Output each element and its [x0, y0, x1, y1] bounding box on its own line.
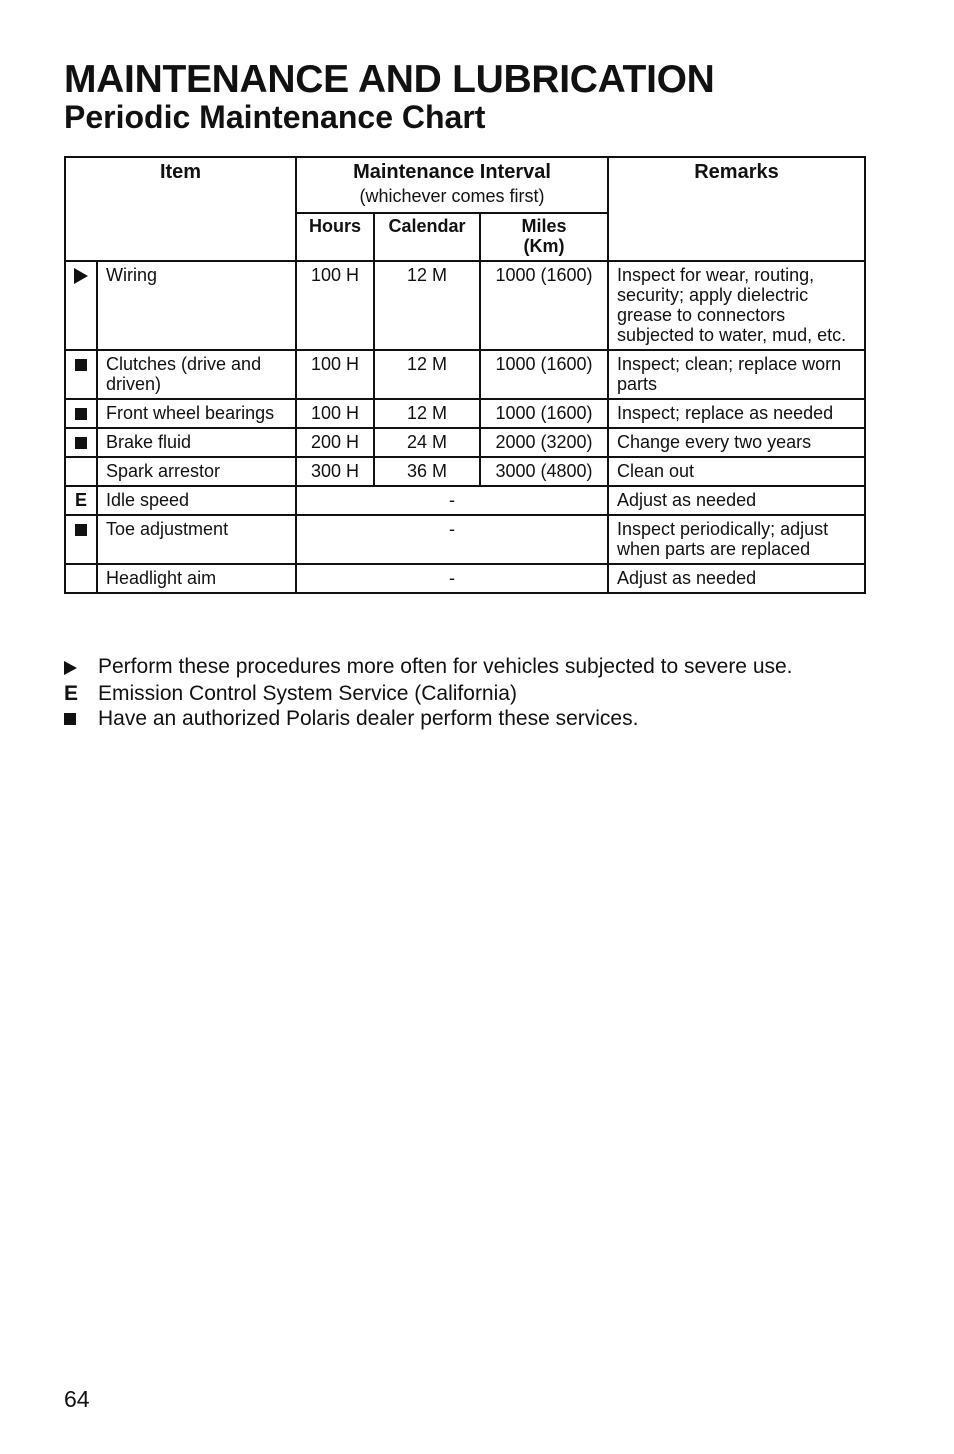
row-miles: 1000 (1600) [480, 350, 608, 399]
row-symbol [65, 261, 97, 350]
header-interval-label: Maintenance Interval [353, 161, 551, 183]
row-remarks: Change every two years [608, 428, 865, 457]
page-subtitle: Periodic Maintenance Chart [64, 99, 486, 135]
row-miles: 3000 (4800) [480, 457, 608, 486]
row-miles: 2000 (3200) [480, 428, 608, 457]
row-item: Brake fluid [97, 428, 296, 457]
square-icon [75, 524, 87, 536]
row-interval: - [296, 515, 608, 564]
legend-triangle-text: Perform these procedures more often for vehicles subjected to severe use. [98, 655, 793, 678]
row-remarks: Clean out [608, 457, 865, 486]
row-calendar: 24 M [374, 428, 480, 457]
row-miles: 1000 (1600) [480, 261, 608, 350]
header-miles-unit: (Km) [523, 236, 565, 256]
table-row [65, 515, 865, 564]
legend-e-text: Emission Control System Service (California) [98, 682, 517, 705]
row-calendar: 36 M [374, 457, 480, 486]
row-symbol [65, 350, 97, 399]
square-icon [75, 437, 87, 449]
header-miles [480, 213, 608, 261]
table-row [65, 399, 865, 428]
row-item: Idle speed [97, 486, 296, 515]
row-remarks: Inspect for wear, routing, security; apply dielectric grease to connectors subjected to water, mud, etc. [608, 261, 865, 350]
row-miles: 1000 (1600) [480, 399, 608, 428]
square-icon [75, 408, 87, 420]
row-remarks: Adjust as needed [608, 486, 865, 515]
header-hours: Hours [296, 213, 374, 261]
triangle-icon [64, 661, 77, 675]
row-symbol: E [65, 486, 97, 515]
square-icon [75, 359, 87, 371]
row-symbol [65, 399, 97, 428]
table-row [65, 350, 865, 399]
header-interval-note: (whichever comes first) [359, 186, 545, 206]
square-icon [64, 713, 76, 725]
table-row [65, 261, 865, 350]
row-item: Clutches (drive and driven) [97, 350, 296, 399]
row-item: Wiring [97, 261, 296, 350]
legend-square-text: Have an authorized Polaris dealer perform these services. [98, 707, 639, 730]
row-symbol [65, 515, 97, 564]
header-miles-label: Miles [521, 216, 567, 236]
row-item: Headlight aim [97, 564, 296, 593]
triangle-icon [74, 268, 88, 284]
row-symbol [65, 428, 97, 457]
row-remarks: Inspect periodically; adjust when parts are replaced [608, 515, 865, 564]
legend-item-triangle [64, 654, 793, 681]
table-row [65, 486, 865, 515]
maintenance-table [64, 156, 866, 594]
row-calendar: 12 M [374, 350, 480, 399]
legend [64, 654, 793, 731]
header-interval [296, 157, 608, 213]
header-remarks: Remarks [608, 157, 865, 261]
row-calendar: 12 M [374, 261, 480, 350]
row-remarks: Inspect; replace as needed [608, 399, 865, 428]
row-hours: 100 H [296, 399, 374, 428]
row-remarks: Inspect; clean; replace worn parts [608, 350, 865, 399]
header-item: Item [65, 157, 296, 261]
row-interval: - [296, 486, 608, 515]
row-hours: 300 H [296, 457, 374, 486]
row-symbol [65, 564, 97, 593]
row-hours: 100 H [296, 261, 374, 350]
row-remarks: Adjust as needed [608, 564, 865, 593]
table-header-row [65, 157, 865, 213]
row-item: Toe adjustment [97, 515, 296, 564]
table-row [65, 428, 865, 457]
page-title: MAINTENANCE AND LUBRICATION [64, 58, 715, 101]
row-interval: - [296, 564, 608, 593]
row-hours: 200 H [296, 428, 374, 457]
legend-item-e [64, 681, 793, 706]
row-item: Spark arrestor [97, 457, 296, 486]
table-row [65, 564, 865, 593]
legend-e-symbol: E [64, 682, 79, 705]
row-calendar: 12 M [374, 399, 480, 428]
row-hours: 100 H [296, 350, 374, 399]
row-item: Front wheel bearings [97, 399, 296, 428]
table-row [65, 457, 865, 486]
header-calendar: Calendar [374, 213, 480, 261]
page-number: 64 [64, 1386, 90, 1412]
legend-item-square [64, 706, 793, 731]
row-symbol [65, 457, 97, 486]
